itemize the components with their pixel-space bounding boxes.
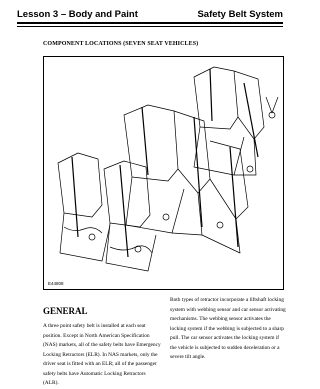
body-column-left [43,322,161,389]
retractor-paragraph: Both types of retractor incorporate a liftshaft locking system with webbing sensor and car sensor activating mechanisms. The webbing sensor activates the locking system if the webbing is subjected to a sharp pull. The car sensor activates the locking system if the vehicle is subjected to sudden deceleration or a severe tilt angle. [170,297,286,360]
page-header [17,5,283,23]
chapter-title: Safety Belt System [197,9,283,20]
figure-reference: E44808 [48,281,64,286]
seats-line-drawing [44,57,285,291]
lesson-title: Lesson 3 – Body and Paint [17,9,138,20]
header-rule-thin [17,26,283,27]
body-column-right [170,296,286,363]
section-title: COMPONENT LOCATIONS (SEVEN SEAT VEHICLES) [43,41,199,47]
general-heading: GENERAL [43,306,88,316]
header-rule-thick [17,22,283,24]
general-paragraph: A three point safety belt is installed at each seat position. Except in North American Specification (NAS) markets, all of the safety belts have Emergency Locking Retractors (ELR). In NAS markets, only the driver seat is fitted with an ELR; all of the passenger safety belts have Automatic Locking Retractors (ALR). [43,323,161,386]
seat-belt-component-illustration [43,56,284,290]
